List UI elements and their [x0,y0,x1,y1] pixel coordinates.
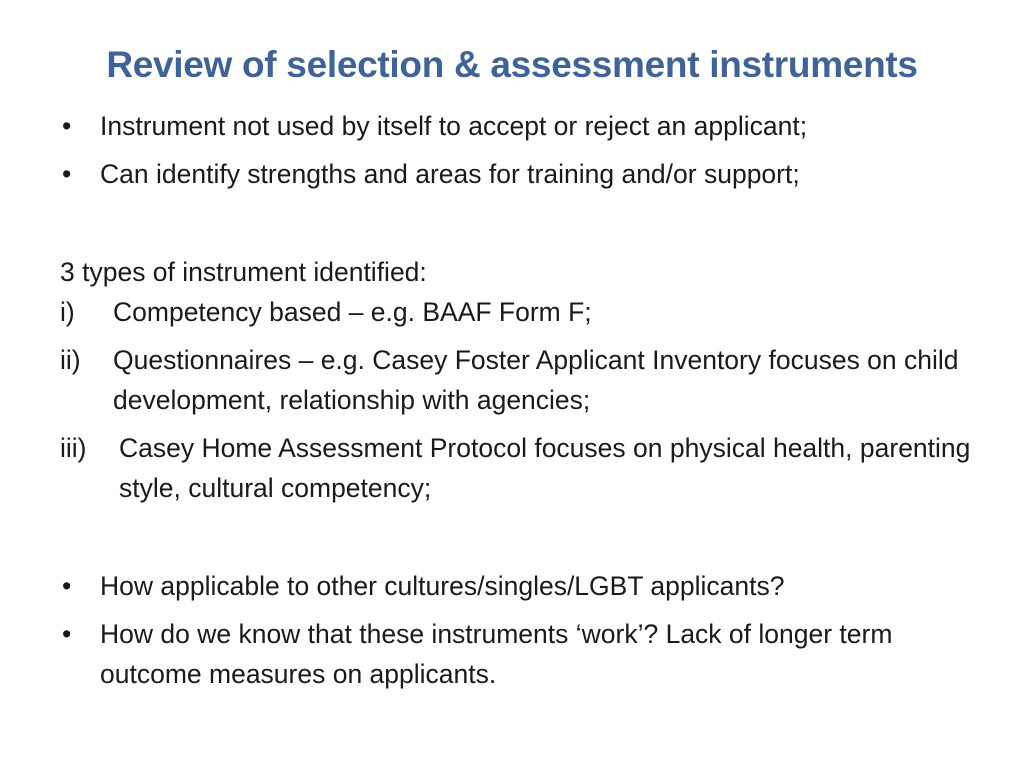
bullet-icon: • [62,159,72,189]
bullet-icon: • [62,111,72,141]
bullet-icon: • [62,619,72,649]
bottom-bullet-list [60,566,1000,694]
bullet-icon: • [62,571,72,601]
type-item [60,292,1000,332]
bullet-text: How do we know that these instruments ‘work’? Lack of longer term outcome measures on applicants. [100,619,893,689]
type-item [60,340,1000,420]
bullet-item [60,614,1000,694]
types-intro: 3 types of instrument identified: [60,257,427,287]
bullet-item [60,106,1000,146]
top-bullet-list [60,106,1000,194]
type-number: i) [60,297,75,327]
type-text: Questionnaires – e.g. Casey Foster Applicant Inventory focuses on child development, relationship with agencies; [113,345,959,415]
bullet-item [60,566,1000,606]
slide-body [60,106,1000,694]
spacer [60,194,1000,252]
type-item [60,428,1000,508]
bullet-text: How applicable to other cultures/singles/LGBT applicants? [100,571,785,601]
type-text: Competency based – e.g. BAAF Form F; [113,297,592,327]
slide-title: Review of selection & assessment instruments [106,44,918,85]
bullet-text: Instrument not used by itself to accept or reject an applicant; [100,111,808,141]
types-list [60,292,1000,508]
type-number: ii) [60,345,81,375]
bullet-text: Can identify strengths and areas for training and/or support; [100,159,800,189]
bullet-item [60,154,1000,194]
type-text: Casey Home Assessment Protocol focuses on physical health, parenting style, cultural competency; [119,433,971,503]
spacer [60,508,1000,566]
type-number: iii) [60,433,87,463]
